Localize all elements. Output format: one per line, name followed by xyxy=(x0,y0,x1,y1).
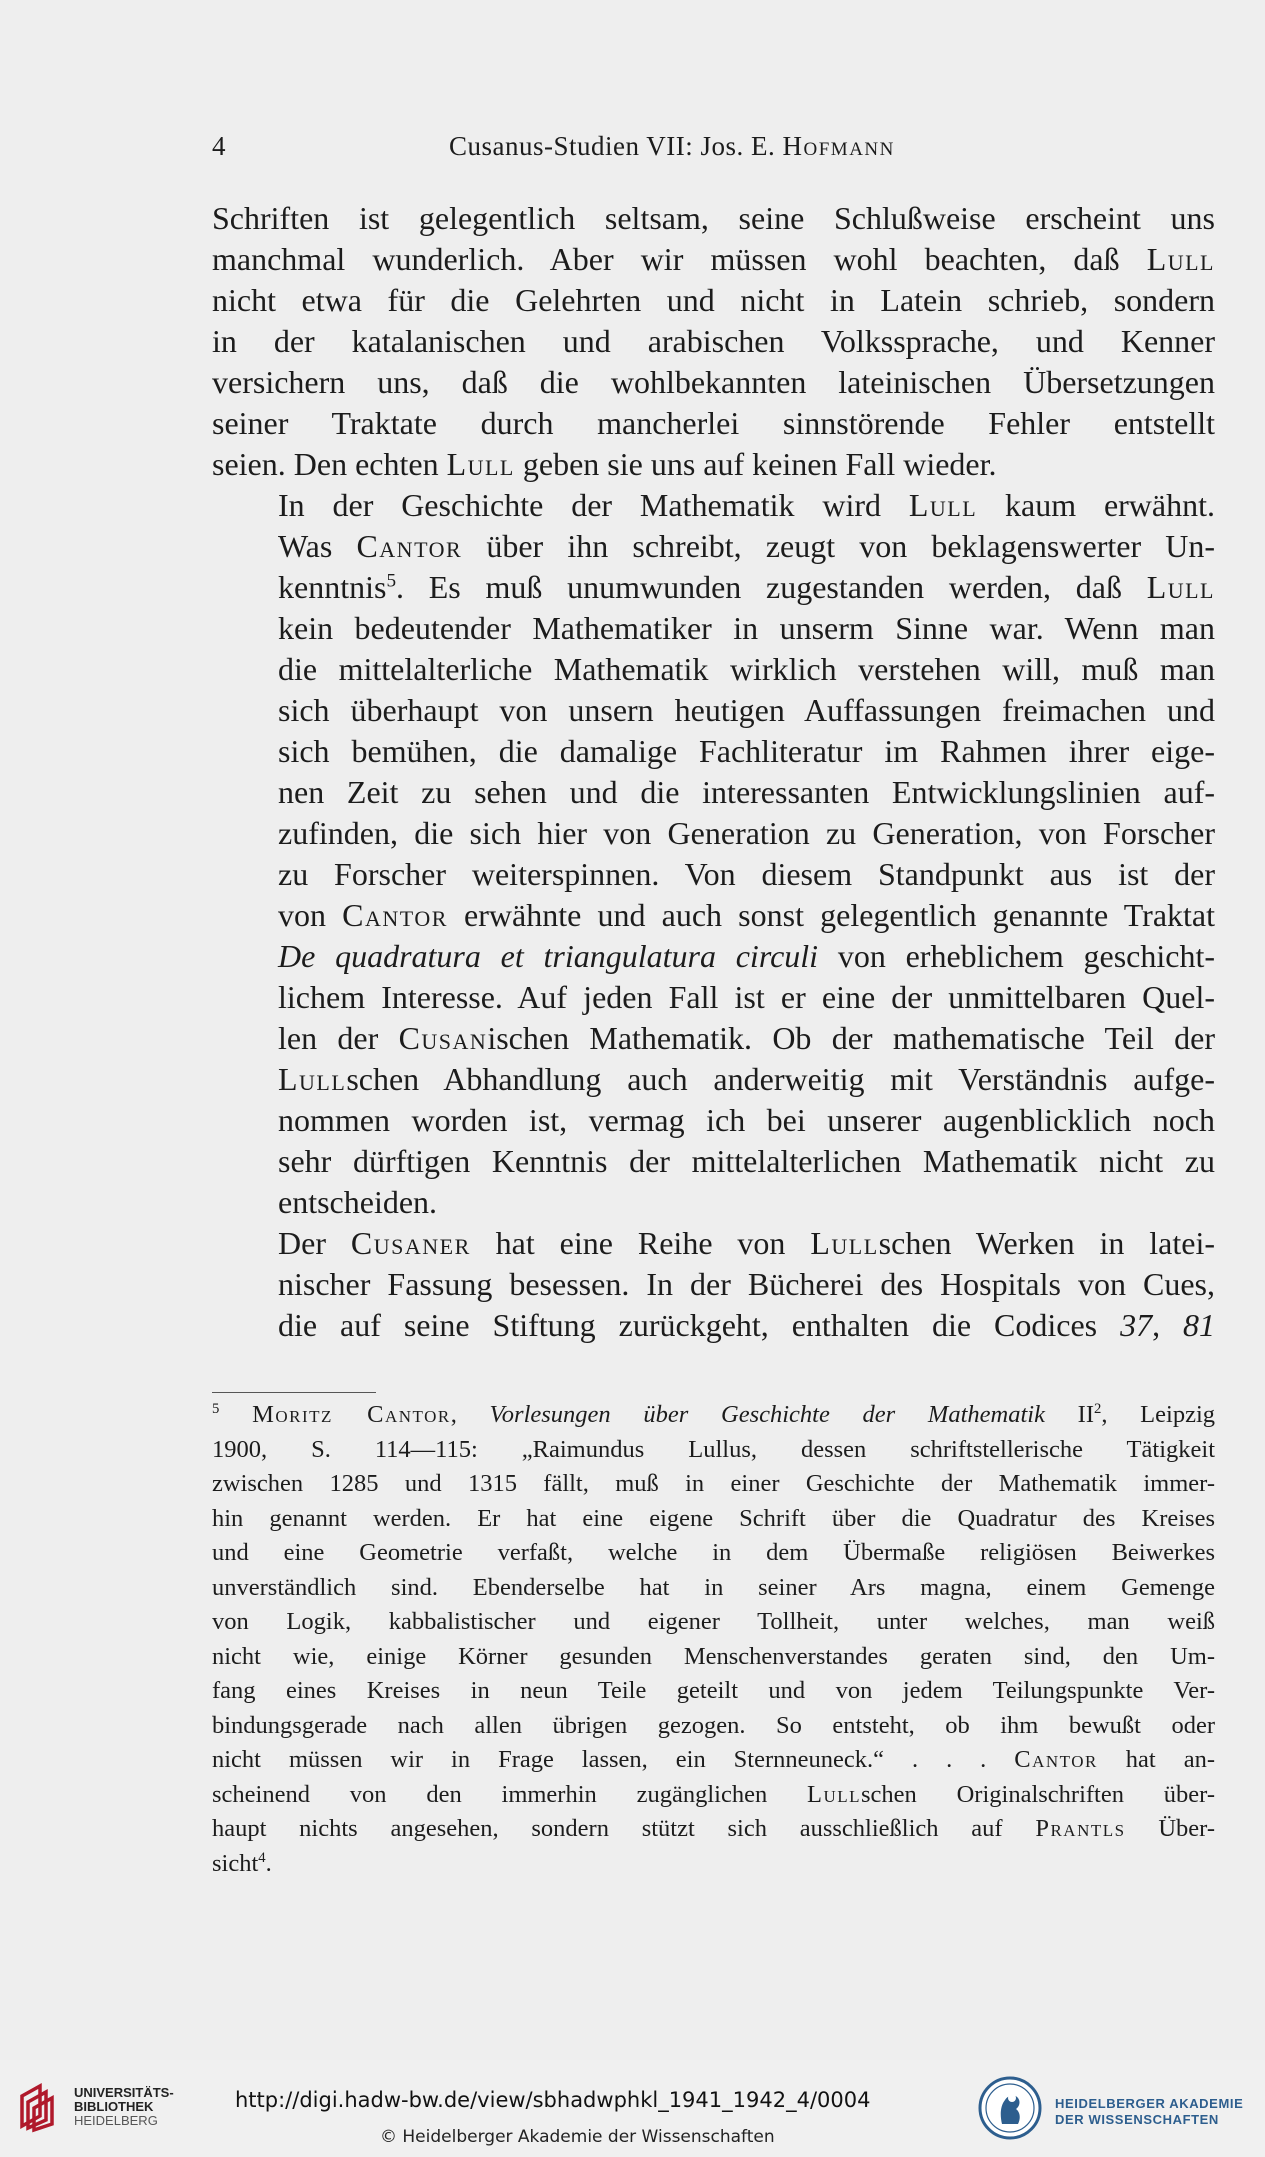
text-line: entscheiden. xyxy=(278,1184,438,1220)
text-line: manchmal wunderlich. Aber wir müssen wohl beachten, daß Lull xyxy=(212,241,1215,277)
library-name-line: HEIDELBERG xyxy=(74,2113,158,2128)
text-line: die auf seine Stiftung zurückgeht, enthalten die Codices 37, 81 xyxy=(278,1307,1216,1343)
library-name-line: UNIVERSITÄTS- xyxy=(74,2085,174,2100)
academy-seal-icon xyxy=(978,2076,1042,2140)
text-line: kenntnis$^5$. Es muß unumwunden zugestanden werden, daß Lull xyxy=(278,569,1215,605)
text-line: nommen worden ist, vermag ich bei unserer augenblicklich noch xyxy=(278,1102,1215,1138)
running-head xyxy=(212,128,1208,164)
page-number: 4 xyxy=(212,131,226,161)
text-line: In der Geschichte der Mathematik wird Lull kaum erwähnt. xyxy=(278,487,1216,523)
text-line: len der Cusanischen Mathematik. Ob der mathematische Teil der xyxy=(278,1020,1216,1056)
library-name-line: BIBLIOTHEK xyxy=(74,2099,154,2114)
footnote xyxy=(212,1398,1215,1881)
text-line: Was Cantor über ihn schreibt, zeugt von beklagenswerter Un- xyxy=(278,528,1216,564)
text-line: zu Forscher weiterspinnen. Von diesem Standpunkt aus ist der xyxy=(278,856,1215,892)
text-line: nicht wie, einige Körner gesunden Menschenverstandes geraten sind, den Um- xyxy=(212,1642,1215,1670)
text-line: fang eines Kreises in neun Teile geteilt und von jedem Teilungspunkte Ver- xyxy=(212,1677,1215,1704)
text-line: zwischen 1285 und 1315 fällt, muß in einer Geschichte der Mathematik immer- xyxy=(212,1470,1215,1497)
text-line: Schriften ist gelegentlich seltsam, seine Schlußweise erscheint uns xyxy=(212,200,1215,236)
permalink-url[interactable]: http://digi.hadw-bw.de/view/sbhadwphkl_1941_1942_4/0004 xyxy=(235,2088,871,2112)
running-title-prefix: Cusanus-Studien VII: Jos. E. xyxy=(449,131,783,161)
text-line: lichem Interesse. Auf jeden Fall ist er eine der unmittelbaren Quel- xyxy=(278,979,1215,1015)
text-line: sich überhaupt von unsern heutigen Auffassungen freimachen und xyxy=(278,692,1215,728)
text-line: versichern uns, daß die wohlbekannten lateinischen Übersetzungen xyxy=(212,364,1215,400)
academy-name xyxy=(1055,2096,1243,2128)
text-line: von Cantor erwähnte und auch sonst gelegentlich genannte Traktat xyxy=(278,897,1216,933)
text-line: unverständlich sind. Ebenderselbe hat in seiner Ars magna, einem Gemenge xyxy=(212,1573,1215,1601)
body-text xyxy=(212,198,1215,1346)
text-line: die mittelalterliche Mathematik wirklich verstehen will, muß man xyxy=(278,651,1215,687)
running-title-author: Hofmann xyxy=(782,131,895,161)
footnote-text xyxy=(212,1398,1215,1881)
paragraph xyxy=(212,485,1215,1223)
text-line: seien. Den echten Lull geben sie uns auf keinen Fall wieder. xyxy=(212,446,997,482)
paragraph xyxy=(212,1223,1215,1346)
text-line: 1900, S. 114—115: „Raimundus Lullus, dessen schriftstellerische Tätigkeit xyxy=(212,1435,1215,1463)
text-line: in der katalanischen und arabischen Volkssprache, und Kenner xyxy=(212,323,1215,359)
academy-name-line: DER WISSENSCHAFTEN xyxy=(1055,2112,1219,2127)
text-line: $^5$ Moritz Cantor, Vorlesungen über Geschichte der Mathematik $II^2$, Leipzig xyxy=(212,1401,1215,1428)
text-line: bindungsgerade nach allen übrigen gezogen. So entsteht, ob ihm bewußt oder xyxy=(212,1711,1215,1739)
text-line: haupt nichts angesehen, sondern stützt sich ausschließlich auf Prantls Über- xyxy=(212,1815,1215,1842)
running-title xyxy=(449,128,895,164)
text-line: seiner Traktate durch mancherlei sinnstörende Fehler entstellt xyxy=(212,405,1215,441)
text-line: sicht$^4$. xyxy=(212,1849,272,1877)
text-line: nicht müssen wir in Frage lassen, ein Sternneuneck.“ . . . Cantor hat an- xyxy=(212,1746,1215,1773)
text-line: kein bedeutender Mathematiker in unserm Sinne war. Wenn man xyxy=(278,610,1215,646)
university-library-name xyxy=(74,2086,174,2128)
text-line: Lullschen Abhandlung auch anderweitig mit Verständnis aufge- xyxy=(278,1061,1215,1097)
paragraph xyxy=(212,198,1215,485)
text-line: sehr dürftigen Kenntnis der mittelalterlichen Mathematik nicht zu xyxy=(278,1143,1215,1179)
text-line: sich bemühen, die damalige Fachliteratur im Rahmen ihrer eige- xyxy=(278,733,1215,769)
text-line: zufinden, die sich hier von Generation zu Generation, von Forscher xyxy=(278,815,1215,851)
text-line: und eine Geometrie verfaßt, welche in dem Übermaße religiösen Beiwerkes xyxy=(212,1539,1215,1566)
text-line: hin genannt werden. Er hat eine eigene Schrift über die Quadratur des Kreises xyxy=(212,1504,1215,1532)
text-line: von Logik, kabbalistischer und eigener Tollheit, unter welches, man weiß xyxy=(212,1608,1215,1635)
text-line: nen Zeit zu sehen und die interessanten Entwicklungslinien auf- xyxy=(278,774,1215,810)
copyright-notice: © Heidelberger Akademie der Wissenschaften xyxy=(380,2127,775,2147)
text-line: scheinend von den immerhin zugänglichen Lullschen Originalschriften über- xyxy=(212,1780,1215,1808)
text-line: nicht etwa für die Gelehrten und nicht in Latein schrieb, sondern xyxy=(212,282,1215,318)
university-library-logo-icon xyxy=(14,2082,66,2134)
text-line: nischer Fassung besessen. In der Bücherei des Hospitals von Cues, xyxy=(278,1266,1215,1302)
academy-name-line: HEIDELBERGER AKADEMIE xyxy=(1055,2096,1244,2111)
text-line: Der Cusaner hat eine Reihe von Lullschen Werken in latei- xyxy=(278,1225,1216,1261)
footnote-rule xyxy=(212,1392,376,1393)
text-line: De quadratura et triangulatura circuli von erheblichem geschicht- xyxy=(278,938,1216,974)
